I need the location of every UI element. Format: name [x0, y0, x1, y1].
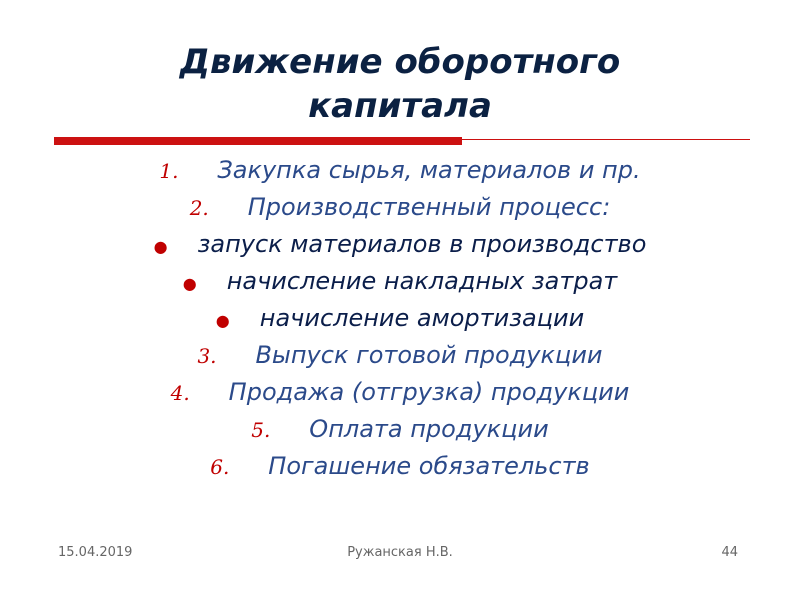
list-item-text: Продажа (отгрузка) продукции: [228, 378, 630, 406]
list-item-6: [40, 448, 760, 485]
list-item-2: [40, 189, 760, 226]
list-item-1: [40, 152, 760, 189]
footer-author: Ружанская Н.В.: [347, 545, 453, 560]
list-marker: 3.: [197, 344, 217, 368]
list-item-text: Производственный процесс:: [247, 193, 611, 221]
footer-page-number: 44: [721, 545, 738, 560]
bullet-icon: ●: [182, 274, 197, 293]
slide-title: [60, 40, 740, 128]
list-subitem-3: [40, 300, 760, 337]
list-subitem-1: [40, 226, 760, 263]
list-item-5: [40, 411, 760, 448]
bullet-icon: ●: [153, 237, 168, 256]
process-steps-list: [40, 152, 760, 485]
list-marker: 4.: [170, 381, 190, 405]
list-item-4: [40, 374, 760, 411]
list-marker: 2.: [189, 196, 209, 220]
list-item-text: Погашение обязательств: [268, 452, 590, 480]
list-item-text: Выпуск готовой продукции: [255, 341, 603, 369]
title-divider-thick: [54, 137, 462, 145]
list-item-text: запуск материалов в производство: [197, 230, 647, 258]
slide-title-line-2: капитала: [308, 86, 492, 126]
list-item-text: начисление амортизации: [259, 304, 585, 332]
bullet-icon: ●: [215, 311, 230, 330]
footer-date: 15.04.2019: [58, 545, 133, 560]
list-marker: 5.: [251, 418, 271, 442]
list-item-text: Закупка сырья, материалов и пр.: [217, 156, 641, 184]
list-item-text: начисление накладных затрат: [226, 267, 618, 295]
list-item-text: Оплата продукции: [309, 415, 549, 443]
list-marker: 1.: [159, 159, 179, 183]
list-item-3: [40, 337, 760, 374]
slide-title-line-1: Движение оборотного: [179, 42, 621, 82]
list-subitem-2: [40, 263, 760, 300]
list-marker: 6.: [210, 455, 230, 479]
